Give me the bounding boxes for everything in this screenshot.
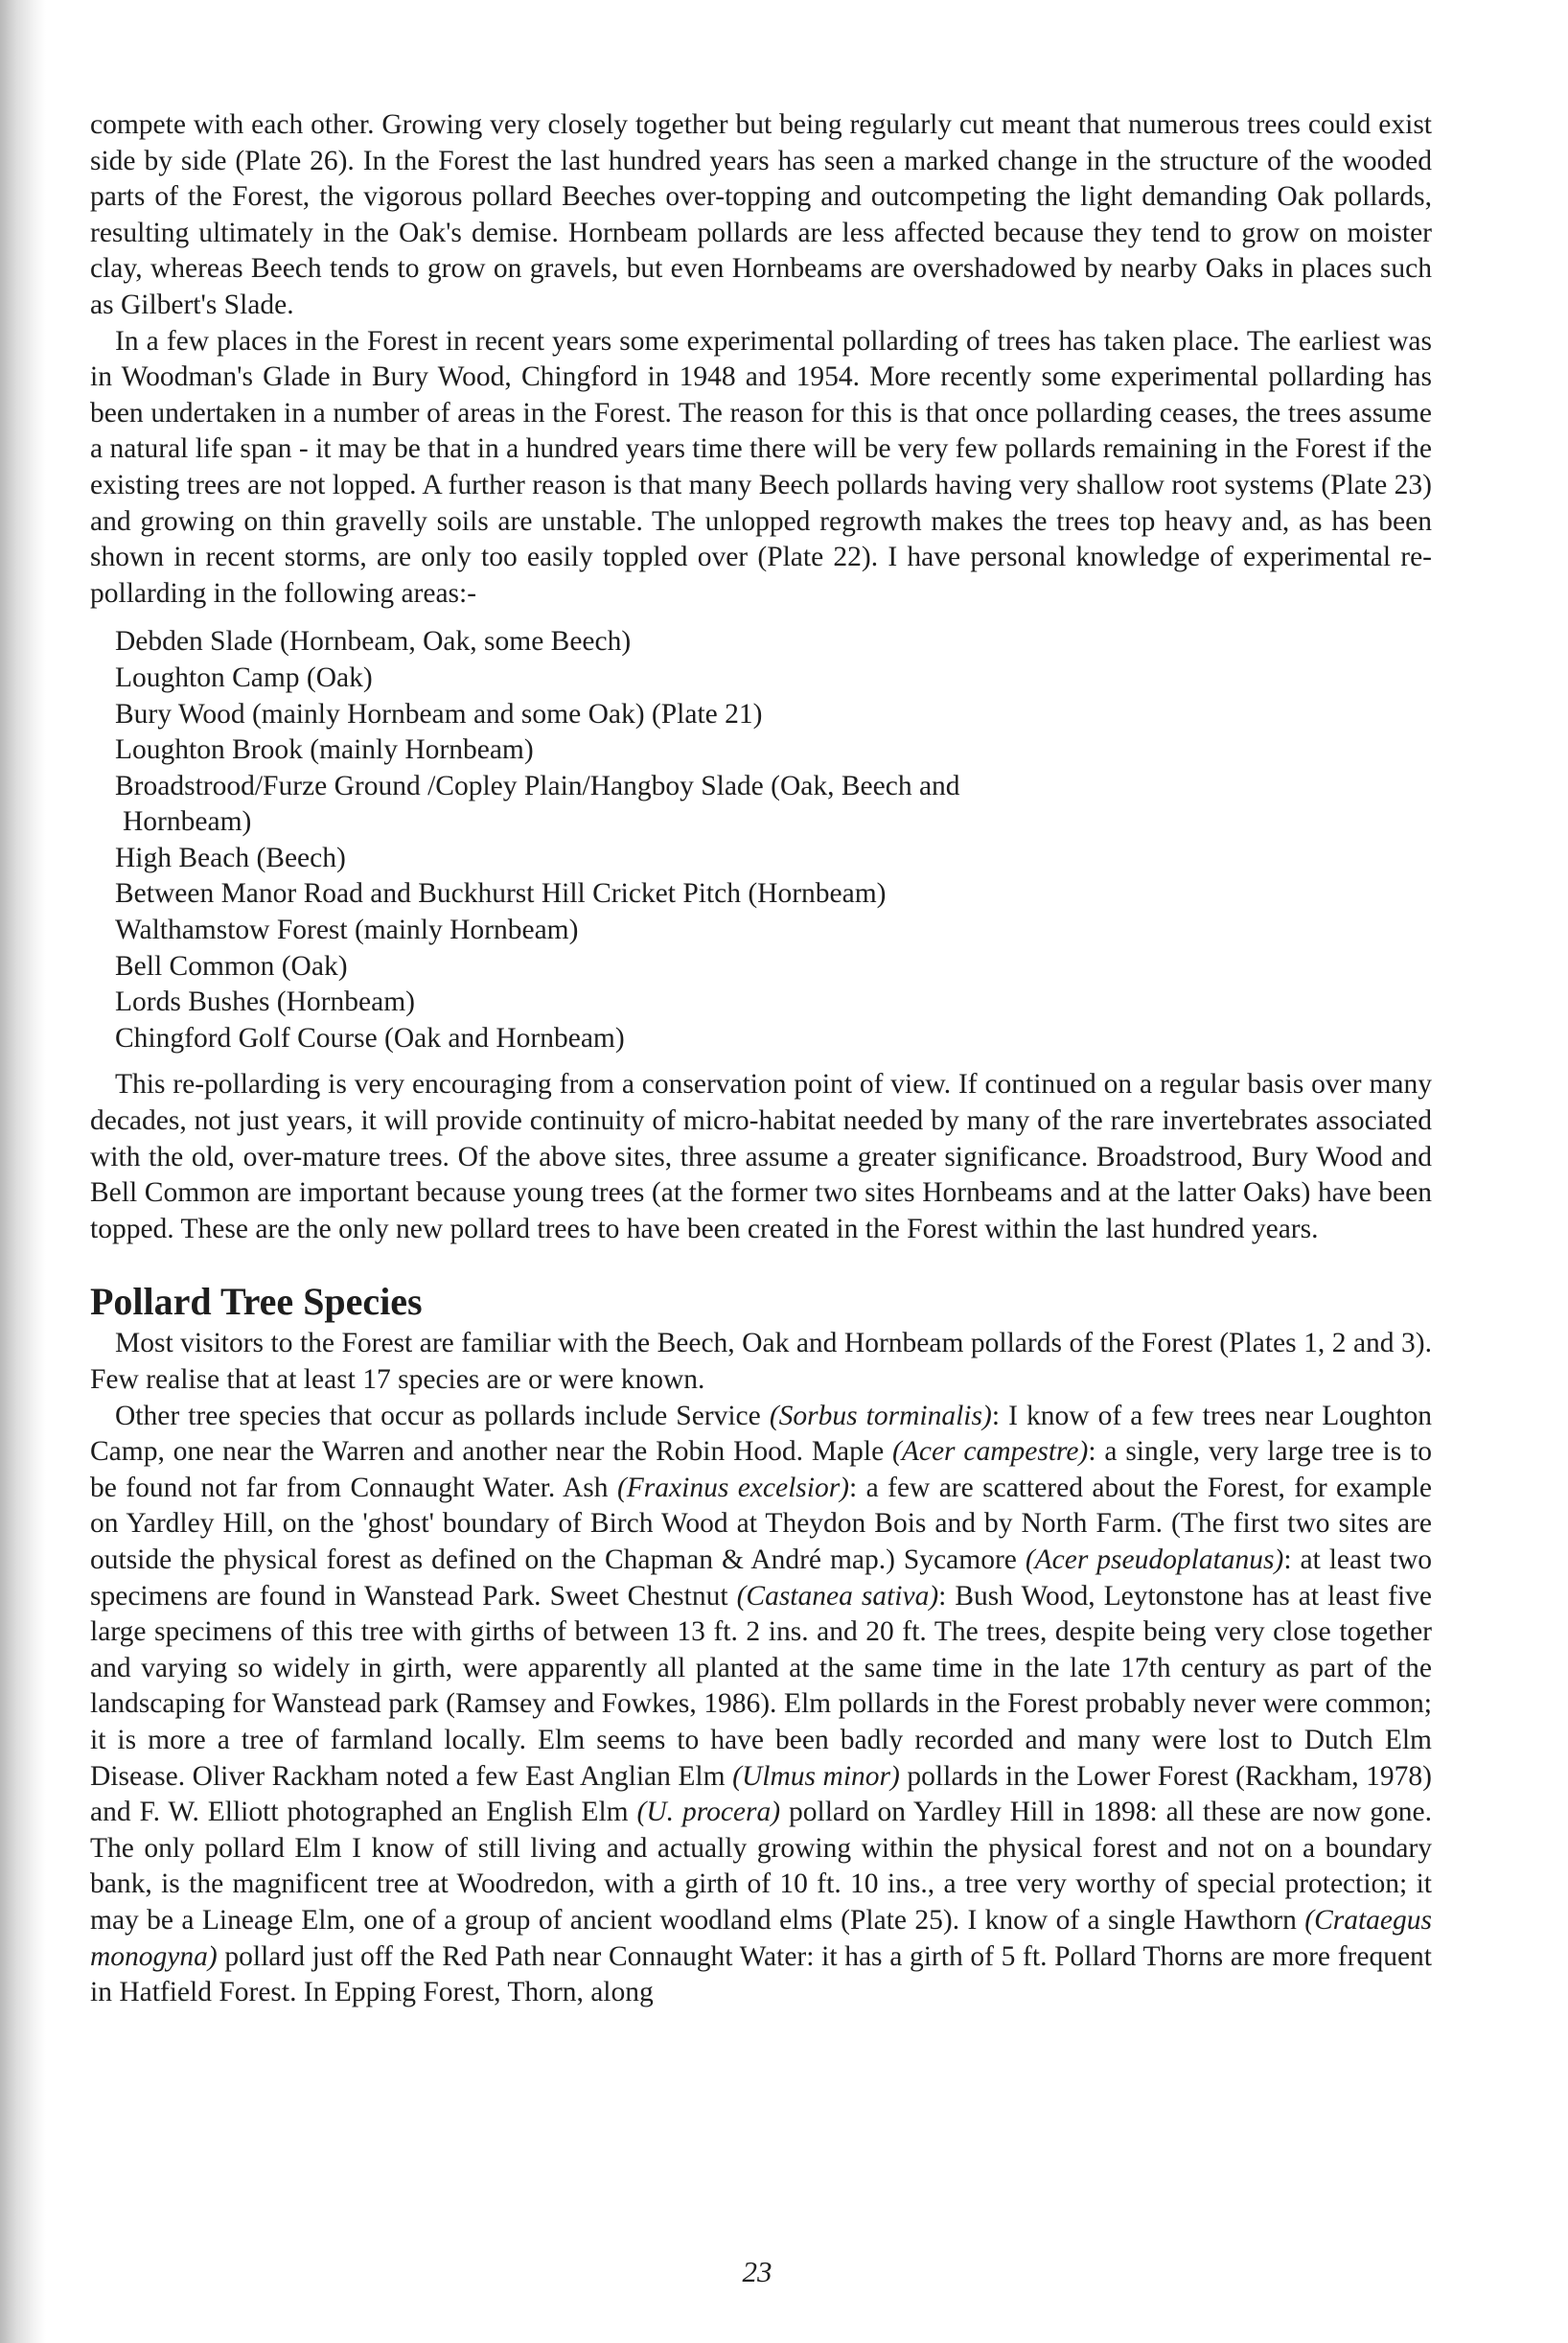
species-paragraph-1: Most visitors to the Forest are familiar with the Beech, Oak and Hornbeam pollards of the Forest (Plates 1, 2 and 3). Few realise that at least 17 species are or were known. (90, 1328, 1432, 1395)
latin-name: (Acer pseudoplatanus) (1025, 1543, 1284, 1575)
intro-paragraph-2: In a few places in the Forest in recent years some experimental pollarding of trees has taken place. The earliest was in Woodman's Glade in Bury Wood, Chingford in 1948 and 1954. More recently some experimental pollarding has been undertaken in a number of areas in the Forest. The reason for this is that once pollarding ceases, the trees assume a natural life span - it may be that in a hundred years time there will be very few pollards remaining in the Forest if the existing trees are not lopped. A further reason is that many Beech pollards having very shallow root systems (Plate 23) and growing on thin gravelly soils are unstable. The unlopped regrowth makes the trees top heavy and, as has been shown in recent storms, are only too easily toppled over (Plate 22). I have personal knowledge of experimental re-pollarding in the following areas:- (90, 325, 1432, 609)
text-run: Other tree species that occur as pollards include Service (115, 1400, 770, 1431)
text-run: : I know of a few trees near Loughton Camp, one near the Warren and another near the Robin Hood. Maple (90, 1400, 1432, 1468)
text-run: pollards in the Lower Forest (Rackham, 1978) and F. W. Elliott photographed an English Elm (90, 1760, 1432, 1828)
latin-name: (Castanea sativa) (736, 1580, 939, 1612)
latin-name: (U. procera) (636, 1797, 781, 1828)
book-page-body (90, 107, 1432, 2011)
list-item: Loughton Brook (mainly Hornbeam) (115, 734, 534, 766)
list-item: Debden Slade (Hornbeam, Oak, some Beech) (115, 626, 632, 658)
list-item: Bell Common (Oak) (115, 950, 348, 982)
list-item: Between Manor Road and Buckhurst Hill Cricket Pitch (Hornbeam) (115, 878, 887, 910)
list-item: Chingford Golf Course (Oak and Hornbeam) (115, 1022, 625, 1054)
intro-paragraph-1: compete with each other. Growing very closely together but being regularly cut meant that numerous trees could exist side by side (Plate 26). In the Forest the last hundred years has seen a marked change in the structure of the wooded parts of the Forest, the vigorous pollard Beeches over-topping and outcompeting the light demanding Oak pollards, resulting ultimately in the Oak's demise. Hornbeam pollards are less affected because they tend to grow on moister clay, whereas Beech tends to grow on gravels, but even Hornbeams are overshadowed by nearby Oaks in places such as Gilbert's Slade. (90, 109, 1432, 320)
page-gutter-shadow (0, 0, 46, 2343)
text-run: : Bush Wood, Leytonstone has at least five large specimens of this tree with girths of between 13 ft. 2 ins. and 20 ft. The trees, despite being very close together and varying so widely in girth, were apparently all planted at the same time in the late 17th century as part of the landscaping for Wanstead park (Ramsey and Fowkes, 1986). Elm pollards in the Forest probably never were common; it is more a tree of farmland locally. Elm seems to have been badly recorded and many were lost to Dutch Elm Disease. Oliver Rackham noted a few East Anglian Elm (90, 1580, 1433, 1792)
latin-name: (Sorbus torminalis) (769, 1400, 992, 1431)
list-item: Loughton Camp (Oak) (115, 661, 373, 693)
latin-name: (Crataegus monogyna) (90, 1904, 1432, 1972)
list-item: Lords Bushes (Hornbeam) (115, 986, 415, 1018)
list-item: Walthamstow Forest (mainly Hornbeam) (115, 915, 579, 946)
list-item: High Beach (Beech) (115, 842, 346, 873)
list-item-continuation: Hornbeam) (123, 806, 252, 838)
text-run: : a single, very large tree is to be found not far from Connaught Water. Ash (90, 1436, 1432, 1503)
latin-name: (Acer campestre) (892, 1436, 1089, 1468)
latin-name: (Fraxinus excelsior) (616, 1472, 849, 1503)
latin-name: (Ulmus minor) (732, 1760, 900, 1792)
species-paragraph-2 (90, 1399, 1432, 2011)
conservation-paragraph: This re-pollarding is very encouraging from a conservation point of view. If continued on a regular basis over many decades, not just years, it will provide continuity of micro-habitat needed by many of the rare invertebrates associated with the old, over-mature trees. Of the above sites, three assume a greater significance. Broadstrood, Bury Wood and Bell Common are important because young trees (at the former two sites Hornbeams and at the latter Oaks) have been topped. These are the only new pollard trees to have been created in the Forest within the last hundred years. (90, 1069, 1432, 1244)
re-pollarding-areas-list (115, 624, 1432, 1056)
text-run: : a few are scattered about the Forest, for example on Yardley Hill, on the 'ghost' boundary of Birch Wood at Theydon Bois and by North Farm. (The first two sites are outside the physical forest as defined on the Chapman & André map.) Sycamore (90, 1472, 1432, 1575)
list-item (115, 769, 1432, 841)
list-item-text: Broadstrood/Furze Ground /Copley Plain/Hangboy Slade (Oak, Beech and (115, 770, 960, 801)
section-heading: Pollard Tree Species (90, 1280, 423, 1324)
text-run: : at least two specimens are found in Wanstead Park. Sweet Chestnut (90, 1543, 1433, 1612)
page-number: 23 (742, 2255, 772, 2288)
list-item: Bury Wood (mainly Hornbeam and some Oak) (Plate 21) (115, 698, 763, 730)
text-run: pollard just off the Red Path near Connaught Water: it has a girth of 5 ft. Pollard Thorns are more frequent in Hatfield Forest. In Epping Forest, Thorn, along (90, 1940, 1432, 2008)
text-run: pollard on Yardley Hill in 1898: all these are now gone. The only pollard Elm I know of still living and actually growing within the physical forest and not on a boundary bank, is the magnificent tree at Woodredon, with a girth of 10 ft. 10 ins., a tree very worthy of special protection; it may be a Lineage Elm, one of a group of ancient woodland elms (Plate 25). I know of a single Hawthorn (90, 1797, 1432, 1936)
